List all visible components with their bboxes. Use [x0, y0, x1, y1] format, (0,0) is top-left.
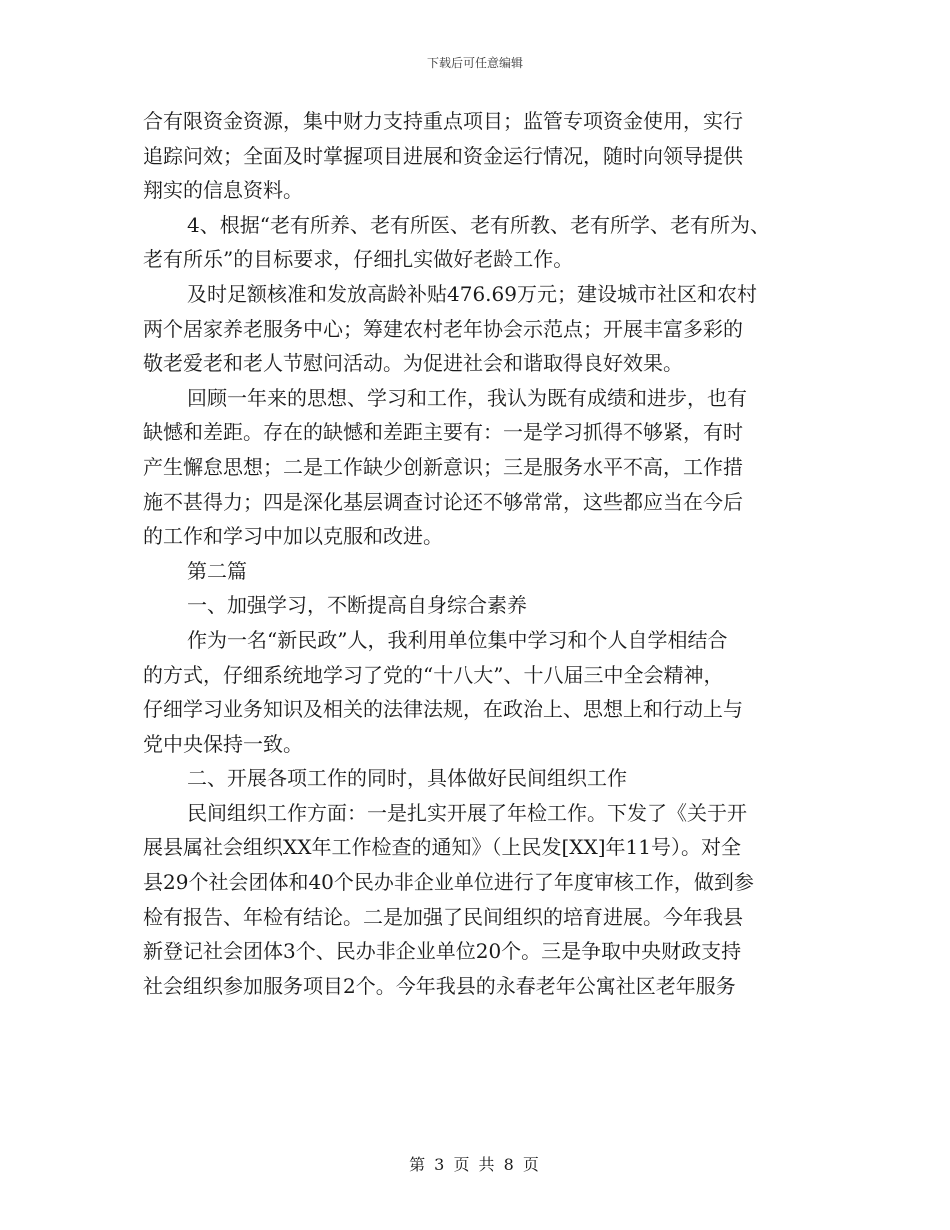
- text-line: 合有限资金资源，集中财力支持重点项目；监管专项资金使用，实行: [143, 109, 743, 133]
- text-line: 及时足额核准和发放高龄补贴476.69万元；建设城市社区和农村: [187, 281, 757, 306]
- text-line: 社会组织参加服务项目2个。今年我县的永春老年公寓社区老年服务: [143, 973, 736, 998]
- text-line: 作为一名“新民政”人，我利用单位集中学习和个人自学相结合: [187, 627, 728, 652]
- text-line: 翔实的信息资料。: [143, 178, 303, 203]
- text-line: 的方式，仔细系统地学习了党的“十八大”、十八届三中全会精神，: [143, 662, 724, 687]
- text-line: 检有报告、年检有结论。二是加强了民间组织的培育进展。今年我县: [143, 904, 743, 929]
- text-line: 展县属社会组织XX年工作检查的通知》（上民发[XX]年11号）。对全: [143, 835, 742, 860]
- text-line: 的工作和学习中加以克服和改进。: [143, 524, 443, 549]
- text-line: 4、根据“老有所养、老有所医、老有所教、老有所学、老有所为、: [187, 212, 770, 237]
- text-line: 产生懈怠思想；二是工作缺少创新意识；三是服务水平不高，工作措: [143, 454, 743, 479]
- text-line: 施不甚得力；四是深化基层调查讨论还不够常常，这些都应当在今后: [143, 489, 743, 514]
- text-line: 新登记社会团体3个、民办非企业单位20个。三是争取中央财政支持: [143, 939, 742, 964]
- text-line: 老有所乐”的目标要求，仔细扎实做好老龄工作。: [143, 247, 574, 272]
- text-line: 仔细学习业务知识及相关的法律法规，在政治上、思想上和行动上与: [143, 697, 743, 722]
- text-line: 党中央保持一致。: [143, 731, 303, 756]
- text-line: 县29个社会团体和40个民办非企业单位进行了年度审核工作，做到参: [143, 870, 754, 895]
- text-line: 民间组织工作方面：一是扎实开展了年检工作。下发了《关于开: [187, 800, 747, 825]
- text-line: 二、开展各项工作的同时，具体做好民间组织工作: [187, 766, 627, 791]
- text-line: 第二篇: [187, 558, 247, 583]
- text-line: 一、加强学习，不断提高自身综合素养: [187, 593, 527, 618]
- page-header: 下载后可任意编辑: [426, 56, 523, 70]
- text-line: 两个居家养老服务中心；筹建农村老年协会示范点；开展丰富多彩的: [143, 316, 743, 341]
- text-line: 敬老爱老和老人节慰问活动。为促进社会和谐取得良好效果。: [143, 351, 683, 376]
- text-line: 追踪问效；全面及时掌握项目进展和资金运行情况，随时向领导提供: [143, 143, 743, 168]
- text-line: 缺憾和差距。存在的缺憾和差距主要有：一是学习抓得不够紧，有时: [143, 420, 743, 445]
- text-line: 回顾一年来的思想、学习和工作，我认为既有成绩和进步，也有: [187, 385, 747, 410]
- document-body: [143, 104, 813, 1003]
- page-footer: 第 3 页 共 8 页: [409, 1155, 541, 1174]
